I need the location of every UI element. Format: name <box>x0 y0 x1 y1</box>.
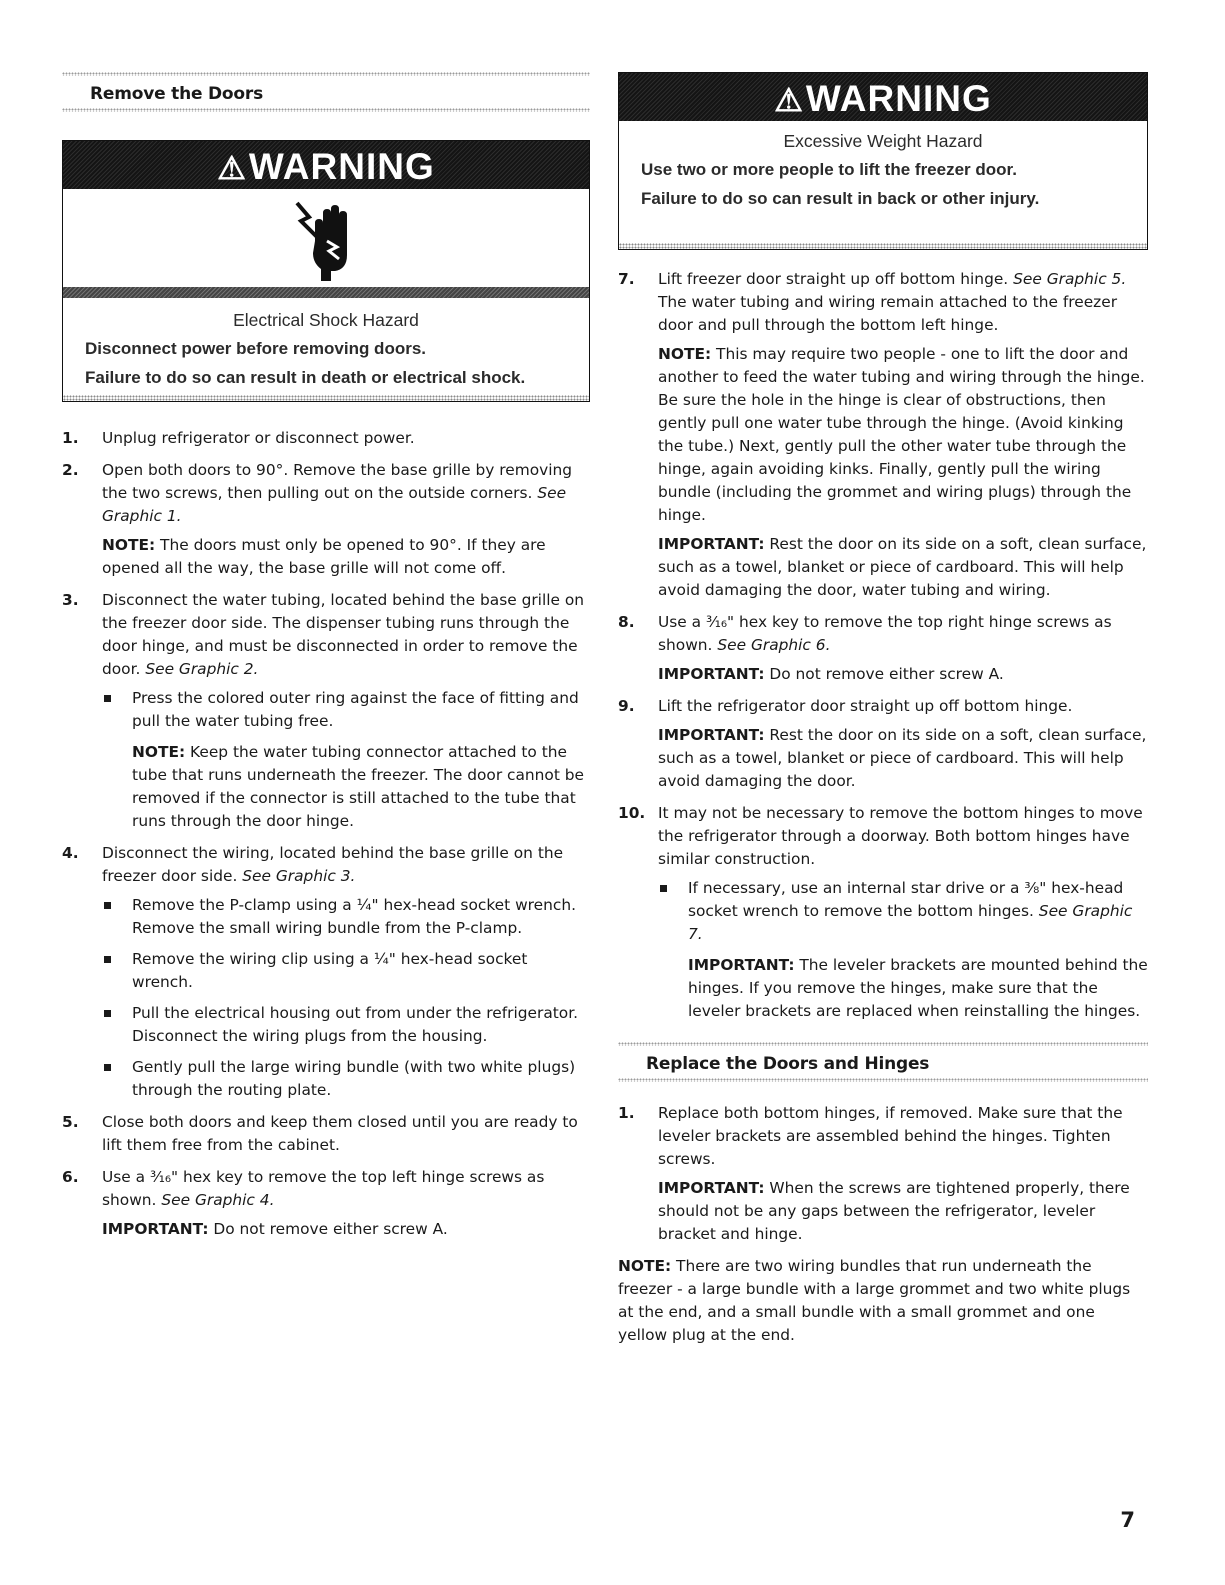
step-item <box>62 1111 590 1157</box>
warning-icon-area <box>63 189 589 287</box>
note-text: Do not remove either screw A. <box>213 1220 448 1238</box>
replace-doors-steps <box>618 1102 1148 1347</box>
dotted-rule <box>63 395 589 401</box>
section-title: Replace the Doors and Hinges <box>646 1054 930 1074</box>
step-item <box>618 802 1148 1023</box>
step-item <box>618 695 1148 793</box>
important-label: IMPORTANT: <box>688 956 795 974</box>
step-text: It may not be necessary to remove the bottom hinges to move the refrigerator through a doorway. Both bottom hinges have similar construction. <box>658 804 1143 868</box>
graphic-reference: See Graphic 6. <box>717 636 831 654</box>
bullet-text: Gently pull the large wiring bundle (with two white plugs) through the routing plate. <box>132 1058 576 1099</box>
note-text: There are two wiring bundles that run underneath the freezer - a large bundle with a large grommet and two white plugs at the end, and a small bundle with a small grommet and one yellow plug at the end. <box>618 1257 1131 1344</box>
step-text: Use a ³⁄₁₆" hex key to remove the top left hinge screws as shown. <box>102 1168 545 1209</box>
note-text: The doors must only be opened to 90°. If they are opened all the way, the base grille will not come off. <box>102 536 546 577</box>
note-text: Keep the water tubing connector attached to the tube that runs underneath the freezer. The door cannot be removed if the connector is still attached to the tube that runs through the door hinge. <box>132 743 585 830</box>
square-bullet-icon <box>104 1064 111 1071</box>
dotted-rule <box>618 1078 1148 1082</box>
graphic-reference: See Graphic 7. <box>688 902 1133 943</box>
warning-line: Failure to do so can result in back or other injury. <box>641 189 1040 208</box>
important-text: When the screws are tightened properly, there should not be any gaps between the refrigerator, leveler bracket and hinge. <box>658 1179 1130 1243</box>
note-label: NOTE: <box>658 345 712 363</box>
hazard-title: Excessive Weight Hazard <box>783 131 983 151</box>
warning-triangle-icon: ⚠ <box>217 150 247 186</box>
step-item <box>62 842 590 1102</box>
step-text: Disconnect the water tubing, located behind the base grille on the freezer door side. The dispenser tubing runs through the door hinge, and must be disconnected in order to remove the door. <box>102 591 585 678</box>
step-number: 10. <box>618 804 646 822</box>
dotted-rule <box>619 243 1147 249</box>
note-label: NOTE: <box>102 536 156 554</box>
section-title: Remove the Doors <box>90 84 263 104</box>
step-text: Close both doors and keep them closed until you are ready to lift them free from the cabinet. <box>102 1113 578 1154</box>
section-header-remove-doors <box>62 72 590 112</box>
bullet-text: Remove the wiring clip using a ¼" hex-head socket wrench. <box>132 950 528 991</box>
step-text: Lift the refrigerator door straight up off bottom hinge. <box>658 697 1073 715</box>
warning-line: Failure to do so can result in death or electrical shock. <box>85 368 526 387</box>
dotted-rule <box>62 108 590 112</box>
square-bullet-icon <box>104 1010 111 1017</box>
step-number: 8. <box>618 613 635 631</box>
step-item <box>62 427 590 450</box>
bullet-item <box>102 1056 590 1102</box>
bullet-item <box>102 1002 590 1048</box>
step-number: 9. <box>618 697 635 715</box>
important-label: IMPORTANT: <box>658 1179 765 1197</box>
warning-divider <box>63 287 589 298</box>
hazard-title: Electrical Shock Hazard <box>233 310 419 330</box>
step-text: Replace both bottom hinges, if removed. Make sure that the leveler brackets are assembled behind the hinges. Tighten screws. <box>658 1104 1123 1168</box>
step-number: 1. <box>62 429 79 447</box>
remove-doors-steps <box>62 427 590 1250</box>
warning-line: Use two or more people to lift the freezer door. <box>641 160 1017 179</box>
square-bullet-icon <box>104 902 111 909</box>
warning-triangle-icon: ⚠ <box>774 82 804 118</box>
warning-banner <box>63 141 589 189</box>
graphic-reference: See Graphic 4. <box>161 1191 275 1209</box>
bullet-text: Press the colored outer ring against the face of fitting and pull the water tubing free. <box>132 689 579 730</box>
electrical-shock-warning <box>62 140 590 402</box>
note-label: NOTE: <box>618 1257 672 1275</box>
step-text: Use a ³⁄₁₆" hex key to remove the top right hinge screws as shown. <box>658 613 1112 654</box>
important-label: IMPORTANT: <box>658 726 765 744</box>
graphic-reference: See Graphic 2. <box>145 660 259 678</box>
graphic-reference: See Graphic 5. <box>1013 270 1127 288</box>
step-item <box>62 1166 590 1241</box>
step-number: 1. <box>618 1104 635 1122</box>
note-label: IMPORTANT: <box>102 1220 209 1238</box>
note-label: NOTE: <box>132 743 186 761</box>
important-text: The leveler brackets are mounted behind the hinges. If you remove the hinges, make sure that the leveler brackets are replaced when reinstalling the hinges. <box>688 956 1148 1020</box>
important-text: Rest the door on its side on a soft, clean surface, such as a towel, blanket or piece of cardboard. This will help avoid damaging the door. <box>658 726 1147 790</box>
step-item <box>618 268 1148 602</box>
step-text: The water tubing and wiring remain attached to the freezer door and pull through the bottom left hinge. <box>658 293 1118 334</box>
square-bullet-icon <box>660 885 667 892</box>
section-header-replace-doors <box>618 1042 1148 1082</box>
warning-line: Disconnect power before removing doors. <box>85 339 427 358</box>
warning-banner-text: WARNING <box>248 146 435 187</box>
bullet-text: Pull the electrical housing out from under the refrigerator. Disconnect the wiring plugs from the housing. <box>132 1004 579 1045</box>
important-label: IMPORTANT: <box>658 665 765 683</box>
bullet-text: If necessary, use an internal star drive or a ⅜" hex-head socket wrench to remove the bottom hinges. <box>688 879 1124 920</box>
important-label: IMPORTANT: <box>658 535 765 553</box>
warning-banner <box>619 73 1147 121</box>
bullet-item <box>102 948 590 994</box>
excessive-weight-warning <box>618 72 1148 250</box>
step-item <box>62 459 590 580</box>
bullet-item <box>102 894 590 940</box>
warning-banner-text: WARNING <box>805 78 992 119</box>
step-number: 7. <box>618 270 635 288</box>
graphic-reference: See Graphic 1. <box>102 484 567 525</box>
graphic-reference: See Graphic 3. <box>242 867 356 885</box>
step-text: Open both doors to 90°. Remove the base grille by removing the two screws, then pulling out on the outside corners. <box>102 461 573 502</box>
bullet-item <box>102 687 590 733</box>
page-number: 7 <box>1120 1508 1135 1532</box>
step-number: 3. <box>62 591 79 609</box>
bullet-text: Remove the P-clamp using a ¼" hex-head socket wrench. Remove the small wiring bundle from the P-clamp. <box>132 896 576 937</box>
square-bullet-icon <box>104 956 111 963</box>
note-text: This may require two people - one to lift the door and another to feed the water tubing and wiring through the hinge. Be sure the hole in the hinge is clear of obstructions, then gently pull one water tube through the hinge. (Avoid kinking the tube.) Next, gently pull the other water tube through the hinge, again avoiding kinks. Finally, gently pull the wiring bundle (including the grommet and wiring plugs) through the hinge. <box>658 345 1145 524</box>
step-text: Unplug refrigerator or disconnect power. <box>102 429 415 447</box>
bullet-item <box>658 877 1148 946</box>
step-item <box>618 611 1148 686</box>
important-text: Do not remove either screw A. <box>769 665 1004 683</box>
final-note <box>618 1255 1148 1347</box>
step-number: 5. <box>62 1113 79 1131</box>
important-text: Rest the door on its side on a soft, clean surface, such as a towel, blanket or piece of cardboard. This will help avoid damaging the door, water tubing and wiring. <box>658 535 1147 599</box>
electric-shock-hand-icon <box>291 197 361 283</box>
step-number: 4. <box>62 844 79 862</box>
step-text: Lift freezer door straight up off bottom hinge. <box>658 270 1009 288</box>
step-item <box>618 1102 1148 1246</box>
step-number: 6. <box>62 1168 79 1186</box>
step-item <box>62 589 590 833</box>
step-number: 2. <box>62 461 79 479</box>
square-bullet-icon <box>104 695 111 702</box>
step-text: Disconnect the wiring, located behind the base grille on the freezer door side. <box>102 844 564 885</box>
remove-doors-steps-continued <box>618 268 1148 1032</box>
